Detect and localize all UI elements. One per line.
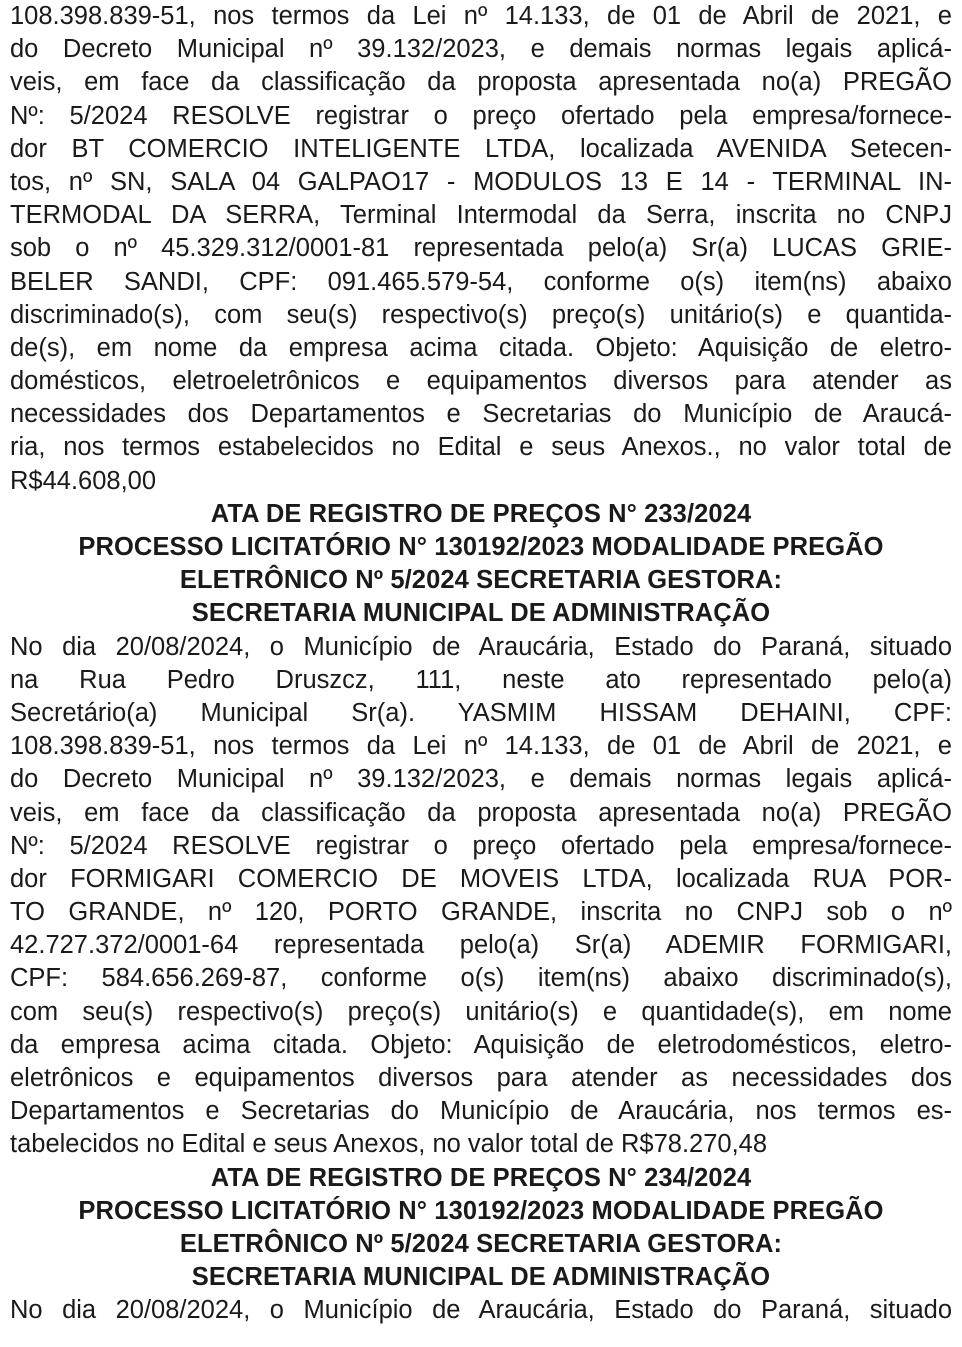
text-line: 108.398.839-51, nos termos da Lei nº 14.133, de 01 de Abril de 2021, e [10, 732, 952, 761]
text-line: da empresa acima citada. Objeto: Aquisição de eletrodomésticos, eletro- [10, 1030, 952, 1059]
text-line: veis, em face da classificação da proposta apresentada no(a) PREGÃO [10, 798, 952, 827]
heading-ata-233 [10, 498, 952, 631]
text-line: Nº: 5/2024 RESOLVE registrar o preço ofertado pela empresa/fornece- [10, 831, 952, 860]
heading-line: PROCESSO LICITATÓRIO N° 130192/2023 MODALIDADE PREGÃO [78, 533, 884, 561]
heading-line: ELETRÔNICO Nº 5/2024 SECRETARIA GESTORA: [179, 1229, 783, 1258]
text-line: na Rua Pedro Druszcz, 111, neste ato representado pelo(a) [10, 665, 952, 694]
heading-line: ATA DE REGISTRO DE PREÇOS N° 233/2024 [210, 499, 752, 528]
text-line: Departamentos e Secretarias do Município de Araucária, nos termos es- [10, 1097, 952, 1126]
text-line: tabelecidos no Edital e seus Anexos, no valor total de R$78.270,48 [10, 1130, 768, 1159]
text-line: 42.727.372/0001-64 representada pelo(a) Sr(a) ADEMIR FORMIGARI, [10, 931, 952, 960]
heading-line: SECRETARIA MUNICIPAL DE ADMINISTRAÇÃO [191, 1263, 771, 1292]
text-line: TERMODAL DA SERRA, Terminal Intermodal da Serra, inscrita no CNPJ [10, 201, 952, 230]
text-line: TO GRANDE, nº 120, PORTO GRANDE, inscrita no CNPJ sob o nº [10, 898, 952, 927]
text-line: do Decreto Municipal nº 39.132/2023, e demais normas legais aplicá- [10, 35, 952, 64]
paragraph-ata-232-continuation [10, 0, 952, 498]
text-line: No dia 20/08/2024, o Município de Araucária, Estado do Paraná, situado [10, 1296, 952, 1325]
paragraph-ata-233 [10, 631, 952, 1162]
text-line: eletrônicos e equipamentos diversos para atender as necessidades dos [10, 1064, 952, 1092]
text-line: dor BT COMERCIO INTELIGENTE LTDA, localizada AVENIDA Setecen- [10, 134, 952, 163]
text-line: Nº: 5/2024 RESOLVE registrar o preço ofertado pela empresa/fornece- [10, 101, 952, 130]
text-line: do Decreto Municipal nº 39.132/2023, e demais normas legais aplicá- [10, 765, 952, 794]
text-line: No dia 20/08/2024, o Município de Araucária, Estado do Paraná, situado [10, 632, 952, 661]
text-line: ria, nos termos estabelecidos no Edital e seus Anexos., no valor total de [10, 433, 952, 462]
document-page [10, 0, 952, 1328]
text-line: veis, em face da classificação da proposta apresentada no(a) PREGÃO [10, 68, 952, 97]
heading-ata-234 [10, 1162, 952, 1295]
heading-line: ATA DE REGISTRO DE PREÇOS N° 234/2024 [210, 1163, 752, 1192]
text-line: tos, nº SN, SALA 04 GALPAO17 - MODULOS 13 E 14 - TERMINAL IN- [10, 167, 952, 196]
text-line: R$44.608,00 [10, 466, 157, 495]
text-line: BELER SANDI, CPF: 091.465.579-54, conforme o(s) item(ns) abaixo [10, 267, 952, 296]
text-line: sob o nº 45.329.312/0001-81 representada pelo(a) Sr(a) LUCAS GRIE- [10, 234, 952, 263]
heading-line: SECRETARIA MUNICIPAL DE ADMINISTRAÇÃO [191, 599, 771, 628]
text-line: de(s), em nome da empresa acima citada. Objeto: Aquisição de eletro- [10, 333, 952, 362]
heading-line: PROCESSO LICITATÓRIO N° 130192/2023 MODALIDADE PREGÃO [78, 1196, 884, 1225]
heading-line: ELETRÔNICO Nº 5/2024 SECRETARIA GESTORA: [179, 566, 783, 595]
text-line: com seu(s) respectivo(s) preço(s) unitário(s) e quantidade(s), em nome [10, 997, 952, 1026]
text-line: CPF: 584.656.269-87, conforme o(s) item(ns) abaixo discriminado(s), [10, 964, 952, 993]
text-line: necessidades dos Departamentos e Secretarias do Município de Araucá- [10, 400, 952, 429]
text-line: 108.398.839-51, nos termos da Lei nº 14.133, de 01 de Abril de 2021, e [10, 2, 952, 30]
paragraph-ata-234 [10, 1294, 952, 1327]
text-line: Secretário(a) Municipal Sr(a). YASMIM HISSAM DEHAINI, CPF: [10, 698, 952, 727]
text-line: discriminado(s), com seu(s) respectivo(s) preço(s) unitário(s) e quantida- [10, 300, 952, 329]
text-line: domésticos, eletroeletrônicos e equipamentos diversos para atender as [10, 367, 952, 396]
text-line: dor FORMIGARI COMERCIO DE MOVEIS LTDA, localizada RUA POR- [10, 864, 952, 893]
